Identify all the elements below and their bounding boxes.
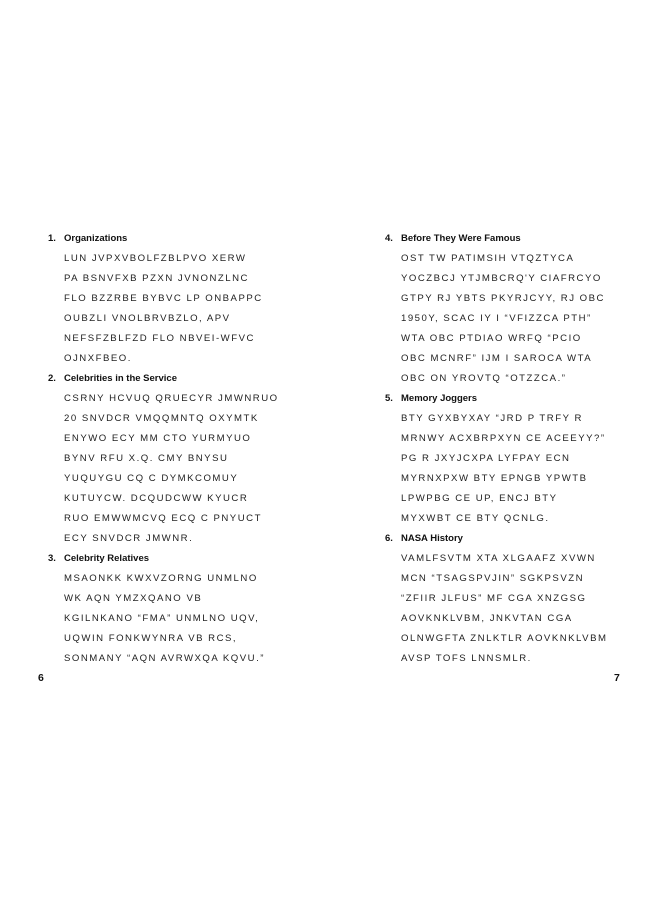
cipher-line: MYXWBT CE BTY QCNLG. (401, 513, 550, 524)
cipher-line: BYNV RFU X.Q. CMY BNYSU (64, 453, 229, 464)
cipher-line: OLNWGFTA ZNLKTLR AOVKNKLVBM (401, 633, 608, 644)
cipher-line: SONMANY “AQN AVRWXQA KQVU.” (64, 653, 265, 664)
cipher-line: KUTUYCW. DCQUDCWW KYUCR (64, 493, 249, 504)
puzzle-title (385, 391, 635, 411)
puzzle-number: 1. (48, 233, 56, 244)
puzzle-number: 4. (385, 233, 393, 244)
cipher-line: OUBZLI VNOLBRVBZLO, APV (64, 313, 231, 324)
cipher-line: PA BSNVFXB PZXN JVNONZLNC (64, 273, 249, 284)
puzzle-section (385, 391, 635, 531)
cipher-line: OST TW PATIMSIH VTQZTYCA (401, 253, 575, 264)
puzzle-title-text: Organizations (64, 233, 128, 244)
puzzle-title (385, 231, 635, 251)
cipher-line: NEFSFZBLFZD FLO NBVEI-WFVC (64, 333, 255, 344)
cipher-line: UQWIN FONKWYNRA VB RCS, (64, 633, 238, 644)
cipher-line: 20 SNVDCR VMQQMNTQ OXYMTK (64, 413, 259, 424)
cipher-line: MYRNXPXW BTY EPNGB YPWTB (401, 473, 588, 484)
cipher-line: AOVKNKLVBM, JNKVTAN CGA (401, 613, 573, 624)
puzzle-section (385, 231, 635, 391)
cipher-line: AVSP TOFS LNNSMLR. (401, 653, 532, 664)
puzzle-title-text: Before They Were Famous (401, 233, 521, 244)
cipher-line: “ZFIIR JLFUS” MF CGA XNZGSG (401, 593, 587, 604)
puzzle-section (48, 371, 308, 551)
cipher-line: YOCZBCJ YTJMBCRQ'Y CIAFRCYO (401, 273, 602, 284)
cipher-line: GTPY RJ YBTS PKYRJCYY, RJ OBC (401, 293, 605, 304)
cipher-line: MCN “TSAGSPVJIN” SGKPSVZN (401, 573, 585, 584)
puzzle-title (48, 551, 308, 571)
right-page (385, 231, 635, 671)
cipher-line: 1950Y, SCAC IY I “VFIZZCA PTH” (401, 313, 592, 324)
puzzle-number: 2. (48, 373, 56, 384)
cipher-line: CSRNY HCVUQ QRUECYR JMWNRUO (64, 393, 279, 404)
cipher-line: ENYWO ECY MM CTO YURMYUO (64, 433, 252, 444)
puzzle-number: 5. (385, 393, 393, 404)
cipher-line: ECY SNVDCR JMWNR. (64, 533, 194, 544)
cipher-line: LPWPBG CE UP, ENCJ BTY (401, 493, 558, 504)
cipher-line: RUO EMWWMCVQ ECQ C PNYUCT (64, 513, 262, 524)
cipher-line: PG R JXYJCXPA LYFPAY ECN (401, 453, 571, 464)
puzzle-section (48, 231, 308, 371)
cipher-line: LUN JVPXVBOLFZBLPVO XERW (64, 253, 247, 264)
puzzle-number: 6. (385, 533, 393, 544)
cipher-line: WTA OBC PTDIAO WRFQ “PCIO (401, 333, 582, 344)
cipher-line: WK AQN YMZXQANO VB (64, 593, 203, 604)
cipher-line: OBC ON YROVTQ “OTZZCA.” (401, 373, 567, 384)
puzzle-title (385, 531, 635, 551)
puzzle-title-text: Celebrities in the Service (64, 373, 177, 384)
puzzle-number: 3. (48, 553, 56, 564)
cipher-line: MRNWY ACXBRPXYN CE ACEEYY?” (401, 433, 606, 444)
cipher-line: MSAONKK KWXVZORNG UNMLNO (64, 573, 258, 584)
cipher-line: OJNXFBEO. (64, 353, 132, 364)
puzzle-title-text: Memory Joggers (401, 393, 478, 404)
puzzle-title-text: Celebrity Relatives (64, 553, 150, 564)
cipher-line: OBC MCNRF” IJM I SAROCA WTA (401, 353, 593, 364)
cipher-line: BTY GYXBYXAY “JRD P TRFY R (401, 413, 583, 424)
puzzle-section (48, 551, 308, 671)
puzzle-title-text: NASA History (401, 533, 463, 544)
left-page (48, 231, 308, 671)
cipher-line: YUQUYGU CQ C DYMKCOMUY (64, 473, 239, 484)
puzzle-title (48, 231, 308, 251)
page-number-left: 6 (38, 672, 44, 684)
cipher-line: VAMLFSVTM XTA XLGAAFZ XVWN (401, 553, 596, 564)
puzzle-title (48, 371, 308, 391)
page-number-right: 7 (614, 672, 620, 684)
cipher-line: KGILNKANO “FMA” UNMLNO UQV, (64, 613, 260, 624)
cipher-line: FLO BZZRBE BYBVC LP ONBAPPC (64, 293, 263, 304)
puzzle-section (385, 531, 635, 671)
